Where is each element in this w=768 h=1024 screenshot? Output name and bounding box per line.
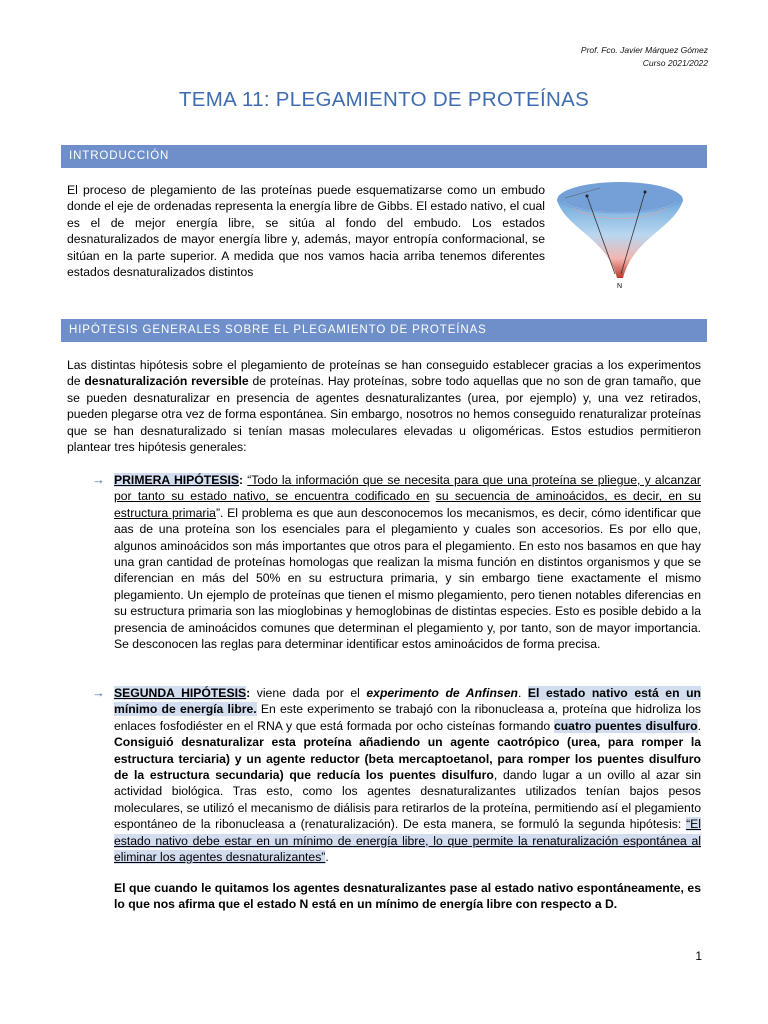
section-heading-hypotheses: HIPÓTESIS GENERALES SOBRE EL PLEGAMIENTO DE PROTEÍNAS xyxy=(61,319,707,342)
second-hypothesis-paragraph: SEGUNDA HIPÓTESIS: viene dada por el experimento de Anfinsen. El estado nativo está en un mínimo de energía libre. En este experimento se trabajó con la ribonucleasa a, proteína que hidroliza los enlaces fosfodiéster en el RNA y que está formada por ocho cisteínas formando cuatro puentes disulfuro. Consiguió desnaturalizar esta proteína añadiendo un agente caotrópico (urea, para romper la estructura terciaria) y un agente reductor (beta mercaptoetanol, para romper los puentes disulfuro de la estructura secundaria) que reducía los puentes disulfuro, dando lugar a un ovillo al azar sin actividad biológica. Tras esto, como los agentes desnaturalizantes utilizados tenían bajos pesos moleculares, se utilizó el mecanismo de diálisis para retirarlos de la proteína, permitiendo así el plegamiento espontáneo de la ribonucleasa a (renaturalización). De esta manera, se formuló la segunda hipótesis: “El estado nativo debe estar en un mínimo de energía libre, lo que permite la renaturalización espontánea al eliminar los agentes desnaturalizantes”. xyxy=(114,686,701,865)
author-name: Prof. Fco. Javier Márquez Gómez xyxy=(580,45,708,55)
arrow-bullet-icon: → xyxy=(92,472,105,487)
section-heading-intro: INTRODUCCIÓN xyxy=(61,145,707,168)
folding-funnel-figure xyxy=(555,178,685,290)
page-title: TEMA 11: PLEGAMIENTO DE PROTEÍNAS xyxy=(178,88,590,111)
header-author-block xyxy=(581,44,708,70)
hypotheses-intro-paragraph: Las distintas hipótesis sobre el plegamiento de proteínas se han conseguido establecer gracias a los experimentos de desnaturalización reversible de proteínas. Hay proteínas, sobre todo aquellas que no son de gran tamaño, que se pueden desnaturalizar en presencia de agentes desnaturalizantes (urea, por ejemplo) y, una vez retirados, pueden plegarse otra vez de forma espontánea. Sin embargo, nosotros no hemos conseguido renaturalizar proteínas que se han desnaturalizado si tenían masas moleculares elevadas u oligoméricas. Estos estudios permitieron plantear tres hipótesis generales: xyxy=(67,358,701,455)
first-hypothesis-paragraph: PRIMERA HIPÓTESIS: “Todo la información que se necesita para que una proteína se pliegue, y alcanzar por tanto su estado nativo, se encuentra codificado en su secuencia de aminoácidos, es decir, en su estructura primaria”. El problema es que aun desconocemos los mecanismos, es decir, cómo identificar que aas de una proteína son los esenciales para el plegamiento y cuales son accesorios. Es por ello que, algunos aminoácidos son más importantes que otros para el plegamiento. En esto nos basamos en que hay una gran cantidad de proteínas homologas que realizan la misma función en distintos organismos y que se diferencian en más del 50% en su estructura primaria, y sin embargo tiene exactamente el mismo plegamiento. Un ejemplo de proteínas que tienen el mismo plegamiento, pero tienen notables diferencias en su estructura primaria son las mioglobinas y hemoglobinas de distintas especies. Esto es posible debido a la presencia de aminoácidos comunes que determinan el plegamiento y, por tanto, son de mayor importancia. Se desconocen las reglas para determinar identificar estos aminoácidos de forma precisa. xyxy=(114,473,702,652)
second-hypothesis-label: SEGUNDA HIPÓTESIS xyxy=(114,686,247,700)
first-hypothesis-label: PRIMERA HIPÓTESIS xyxy=(114,473,239,487)
page-number: 1 xyxy=(695,949,702,963)
closing-paragraph: El que cuando le quitamos los agentes desnaturalizantes pase al estado nativo espontáneamente, es lo que nos afirma que el estado N está en un mínimo de energía libre con respecto a D. xyxy=(114,881,701,912)
native-state-label: N xyxy=(617,283,623,290)
arrow-bullet-icon: → xyxy=(92,685,105,700)
intro-paragraph: El proceso de plegamiento de las proteínas puede esquematizarse como un embudo donde el eje de ordenadas representa la energía libre de Gibbs. El estado nativo, el cual es el de mejor energía libre, se sitúa al fondo del embudo. Los estados desnaturalizados de mayor energía libre y, además, mayor entropía conformacional, se sitúan en la parte superior. A medida que nos vamos hacia arriba tenemos diferentes estados desnaturalizados distintos xyxy=(67,183,545,280)
course-year: Curso 2021/2022 xyxy=(642,58,708,68)
